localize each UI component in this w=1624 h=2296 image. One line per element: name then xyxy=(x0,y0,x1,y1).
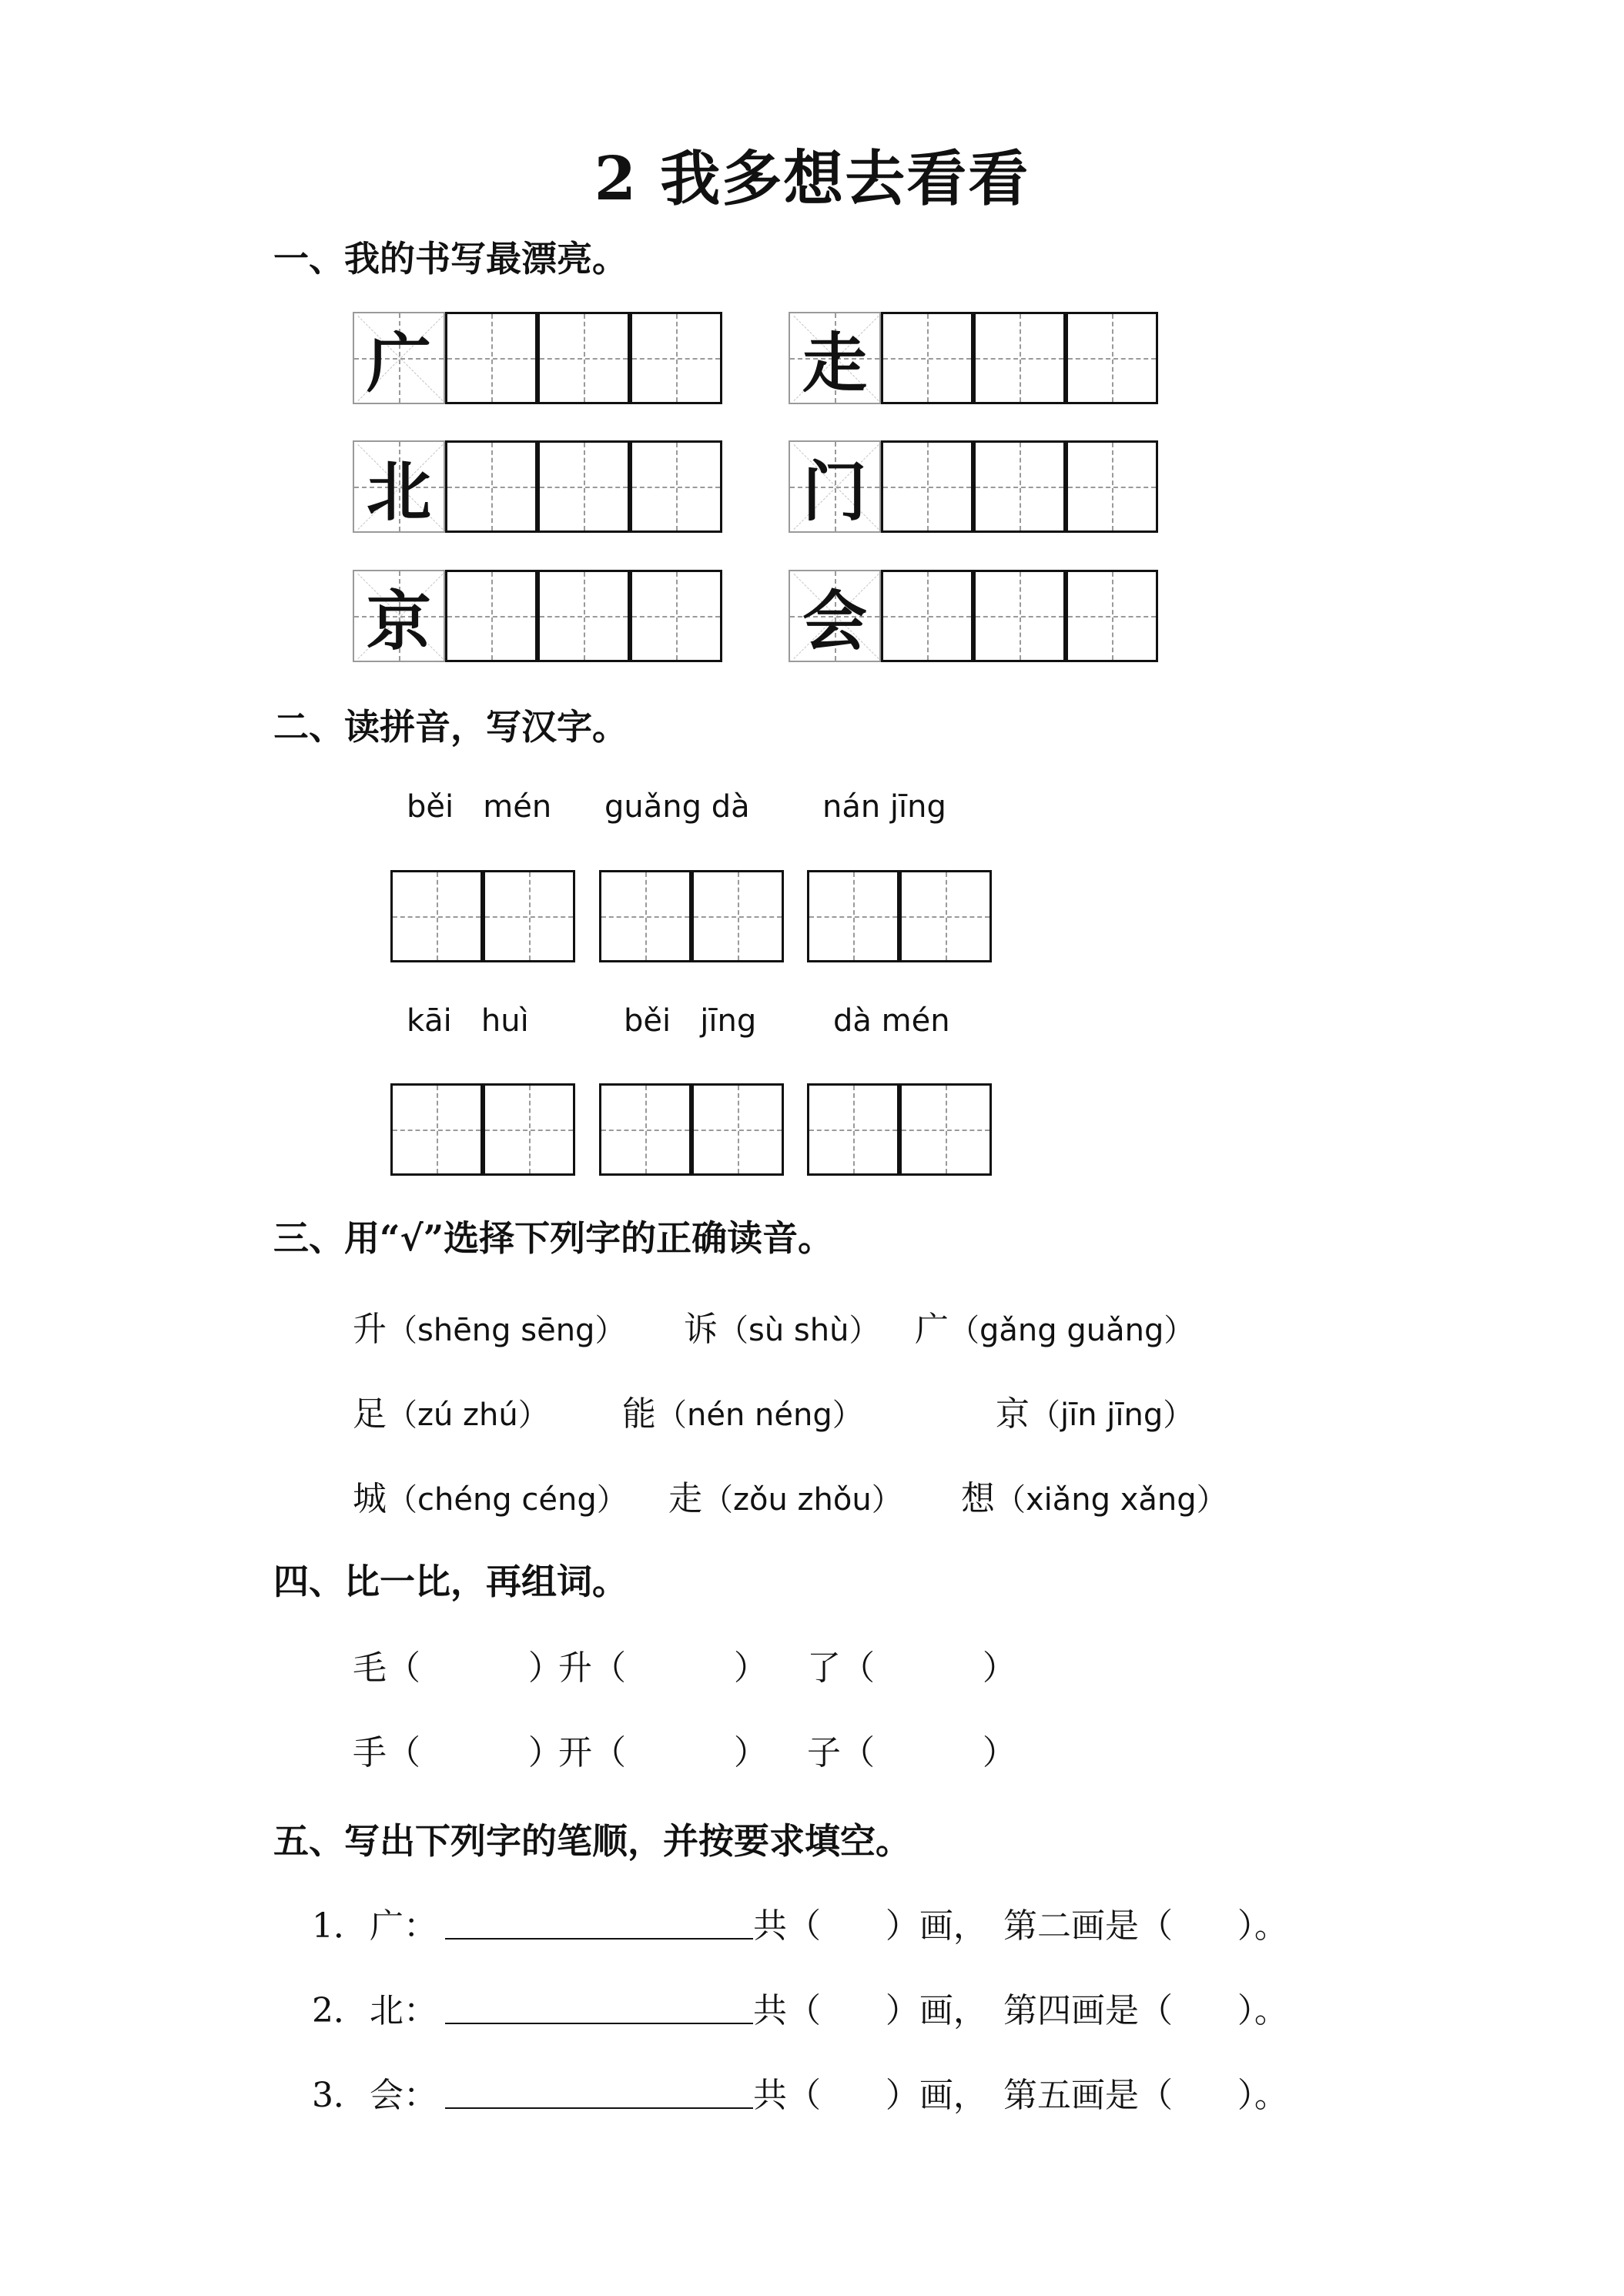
writing-cell[interactable] xyxy=(390,1083,483,1176)
stroke-order-blank[interactable] xyxy=(445,2073,753,2109)
target-character: 升 xyxy=(353,1310,387,1349)
model-char-cell xyxy=(789,440,881,533)
pronunciation-choice[interactable] xyxy=(353,1301,625,1350)
pinyin-label: dà mén xyxy=(833,1003,950,1039)
pronunciation-choice[interactable] xyxy=(996,1386,1194,1435)
writing-cell[interactable] xyxy=(1066,570,1158,662)
pinyin-options[interactable]: （nén néng） xyxy=(656,1397,863,1433)
writing-cell[interactable] xyxy=(445,312,537,404)
pinyin-label: guǎng dà xyxy=(604,789,750,825)
writing-cell[interactable] xyxy=(630,312,722,404)
nth-stroke-blank[interactable]: 第四画是（ ）。 xyxy=(1003,1991,1288,2030)
target-character: 京 xyxy=(996,1394,1030,1434)
writing-cell[interactable] xyxy=(881,570,973,662)
pronunciation-choice[interactable] xyxy=(684,1301,879,1350)
writing-cell[interactable] xyxy=(445,570,537,662)
stroke-count-blank[interactable]: 共（ ）画， xyxy=(753,2076,987,2115)
item-character: 会： xyxy=(370,2076,437,2115)
target-character: 走 xyxy=(668,1479,702,1518)
target-character: 足 xyxy=(353,1394,387,1434)
pinyin-options[interactable]: （zǒu zhǒu） xyxy=(702,1482,902,1518)
writing-cell[interactable] xyxy=(599,870,691,962)
writing-cell[interactable] xyxy=(973,440,1066,533)
model-char-cell xyxy=(789,312,881,404)
item-character: 北： xyxy=(370,1991,437,2030)
stroke-order-blank[interactable] xyxy=(445,1989,753,2024)
pinyin-options[interactable]: （shēng sēng） xyxy=(387,1313,626,1348)
model-char-cell xyxy=(789,570,881,662)
pinyin-label: běi mén xyxy=(407,789,552,825)
target-character: 广 xyxy=(915,1310,949,1349)
writing-cell[interactable] xyxy=(973,312,1066,404)
pronunciation-choice[interactable] xyxy=(915,1301,1194,1350)
pinyin-options[interactable]: （sù shù） xyxy=(718,1313,880,1348)
writing-cell[interactable] xyxy=(483,870,575,962)
writing-cell[interactable] xyxy=(881,312,973,404)
target-character: 诉 xyxy=(684,1310,718,1349)
word-blank[interactable]: 子（ ） xyxy=(807,1733,1016,1772)
model-char-cell xyxy=(353,440,445,533)
item-character: 广： xyxy=(370,1906,437,1946)
writing-cell[interactable] xyxy=(630,440,722,533)
item-number: 2． xyxy=(312,1991,367,2030)
target-character: 城 xyxy=(353,1479,387,1518)
pronunciation-choice[interactable] xyxy=(622,1386,863,1435)
word-blank[interactable]: 开（ ） xyxy=(558,1733,768,1772)
word-blank[interactable]: 手（ ） xyxy=(353,1733,562,1772)
stroke-count-blank[interactable]: 共（ ）画， xyxy=(753,1991,987,2030)
model-char-cell xyxy=(353,570,445,662)
writing-cell[interactable] xyxy=(483,1083,575,1176)
model-character: 北 xyxy=(366,453,431,530)
model-char-cell xyxy=(353,312,445,404)
model-character: 会 xyxy=(802,582,867,659)
pinyin-label: běi jīng xyxy=(624,1003,757,1039)
pronunciation-choice[interactable] xyxy=(353,1471,628,1520)
word-blank[interactable]: 了（ ） xyxy=(807,1648,1016,1688)
writing-cell[interactable] xyxy=(537,440,630,533)
writing-cell[interactable] xyxy=(807,1083,899,1176)
model-character: 走 xyxy=(802,324,867,401)
section-4-heading: 四、比一比，再组词。 xyxy=(273,1561,628,1602)
pinyin-label: kāi huì xyxy=(407,1003,529,1039)
pinyin-label: nán jīng xyxy=(822,789,946,825)
writing-cell[interactable] xyxy=(899,1083,992,1176)
section-5-heading: 五、写出下列字的笔顺，并按要求填空。 xyxy=(273,1820,911,1862)
target-character: 想 xyxy=(961,1479,995,1518)
section-1-heading: 一、我的书写最漂亮。 xyxy=(273,238,628,279)
writing-cell[interactable] xyxy=(973,570,1066,662)
writing-cell[interactable] xyxy=(1066,440,1158,533)
model-character: 京 xyxy=(366,582,431,659)
pinyin-options[interactable]: （gǎng guǎng） xyxy=(949,1313,1195,1348)
writing-cell[interactable] xyxy=(899,870,992,962)
pinyin-options[interactable]: （xiǎng xǎng） xyxy=(995,1482,1227,1518)
stroke-count-blank[interactable]: 共（ ）画， xyxy=(753,1906,987,1946)
writing-cell[interactable] xyxy=(807,870,899,962)
pinyin-options[interactable]: （jīn jīng） xyxy=(1030,1397,1194,1433)
word-blank[interactable]: 毛（ ） xyxy=(353,1648,562,1688)
item-number: 1． xyxy=(312,1906,367,1946)
pinyin-options[interactable]: （chéng céng） xyxy=(387,1482,628,1518)
section-2-heading: 二、读拼音，写汉字。 xyxy=(273,706,628,748)
writing-cell[interactable] xyxy=(691,1083,784,1176)
item-number: 3． xyxy=(312,2076,367,2115)
writing-cell[interactable] xyxy=(445,440,537,533)
model-character: 广 xyxy=(366,324,431,401)
page-title: 2 我多想去看看 xyxy=(594,144,1030,214)
nth-stroke-blank[interactable]: 第五画是（ ）。 xyxy=(1003,2076,1288,2115)
writing-cell[interactable] xyxy=(691,870,784,962)
writing-cell[interactable] xyxy=(881,440,973,533)
writing-cell[interactable] xyxy=(630,570,722,662)
stroke-order-blank[interactable] xyxy=(445,1904,753,1940)
word-blank[interactable]: 升（ ） xyxy=(558,1648,768,1688)
nth-stroke-blank[interactable]: 第二画是（ ）。 xyxy=(1003,1906,1288,1946)
pinyin-options[interactable]: （zú zhú） xyxy=(387,1397,549,1433)
writing-cell[interactable] xyxy=(1066,312,1158,404)
writing-cell[interactable] xyxy=(537,312,630,404)
writing-cell[interactable] xyxy=(537,570,630,662)
writing-cell[interactable] xyxy=(390,870,483,962)
pronunciation-choice[interactable] xyxy=(353,1386,549,1435)
model-character: 门 xyxy=(802,453,867,530)
target-character: 能 xyxy=(622,1394,656,1434)
writing-cell[interactable] xyxy=(599,1083,691,1176)
pronunciation-choice[interactable] xyxy=(961,1471,1227,1520)
pronunciation-choice[interactable] xyxy=(668,1471,902,1520)
section-3-heading: 三、用“√”选择下列字的正确读音。 xyxy=(273,1217,834,1259)
